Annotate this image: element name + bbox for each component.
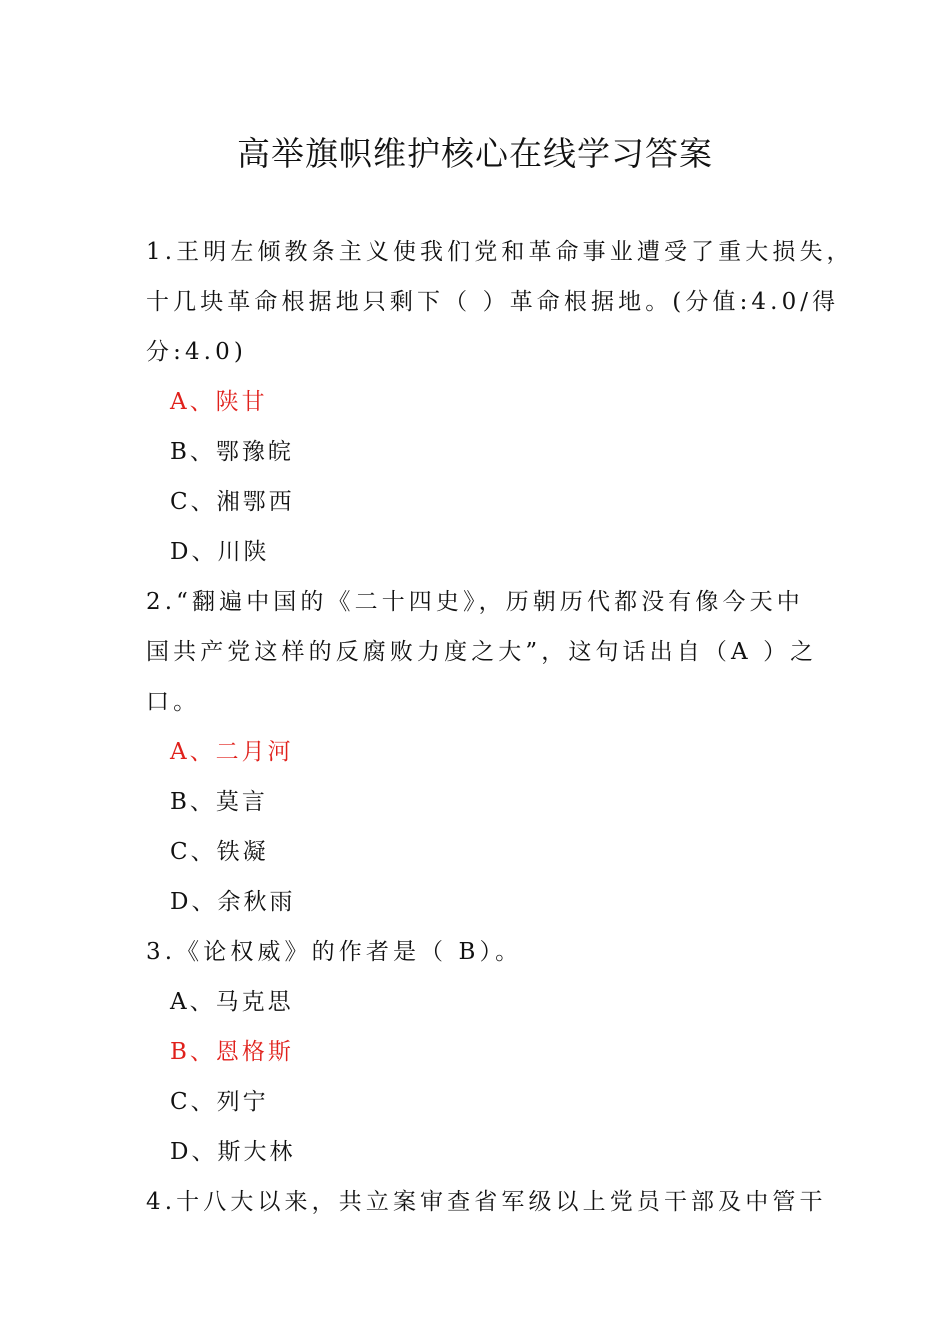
question-4-line-1: 4.十八大以来，共立案审查省军级以上党员干部及中管干 (146, 1189, 827, 1215)
question-3-option-d: D、斯大林 (170, 1139, 296, 1165)
question-2-option-c: C、铁凝 (170, 839, 269, 865)
question-2 (146, 577, 818, 927)
question-2-line-3: 口。 (146, 689, 201, 715)
question-2-line-2: 国共产党这样的反腐败力度之大”，这句话出自（A ）之 (146, 639, 818, 665)
question-3-option-b: B、恩格斯 (170, 1039, 294, 1065)
question-3-line-1: 3.《论权威》的作者是（ B）。 (146, 939, 523, 965)
question-1-line-2: 十几块革命根据地只剩下（ ）革命根据地。(分值:4.0/得 (146, 289, 840, 315)
question-1-option-d: D、川陕 (170, 539, 270, 565)
question-3-option-a: A、马克思 (170, 989, 294, 1015)
question-1-line-1: 1.王明左倾教条主义使我们党和革命事业遭受了重大损失， (146, 239, 854, 265)
question-1-line-3: 分:4.0) (146, 339, 247, 365)
question-2-option-b: B、莫言 (170, 789, 268, 815)
question-3 (146, 927, 810, 1177)
question-1-option-b: B、鄂豫皖 (170, 439, 294, 465)
question-1-option-c: C、湘鄂西 (170, 489, 295, 515)
question-3-option-c: C、列宁 (170, 1089, 269, 1115)
question-1-option-a: A、陕甘 (170, 389, 268, 415)
question-list (146, 227, 854, 1227)
document-title: 高举旗帜维护核心在线学习答案 (237, 134, 713, 173)
question-2-line-1: 2.“翻遍中国的《二十四史》，历朝历代都没有像今天中 (146, 589, 804, 615)
question-4 (146, 1177, 827, 1227)
question-2-option-d: D、余秋雨 (170, 889, 296, 915)
question-1 (146, 227, 854, 577)
question-2-option-a: A、二月河 (170, 739, 294, 765)
